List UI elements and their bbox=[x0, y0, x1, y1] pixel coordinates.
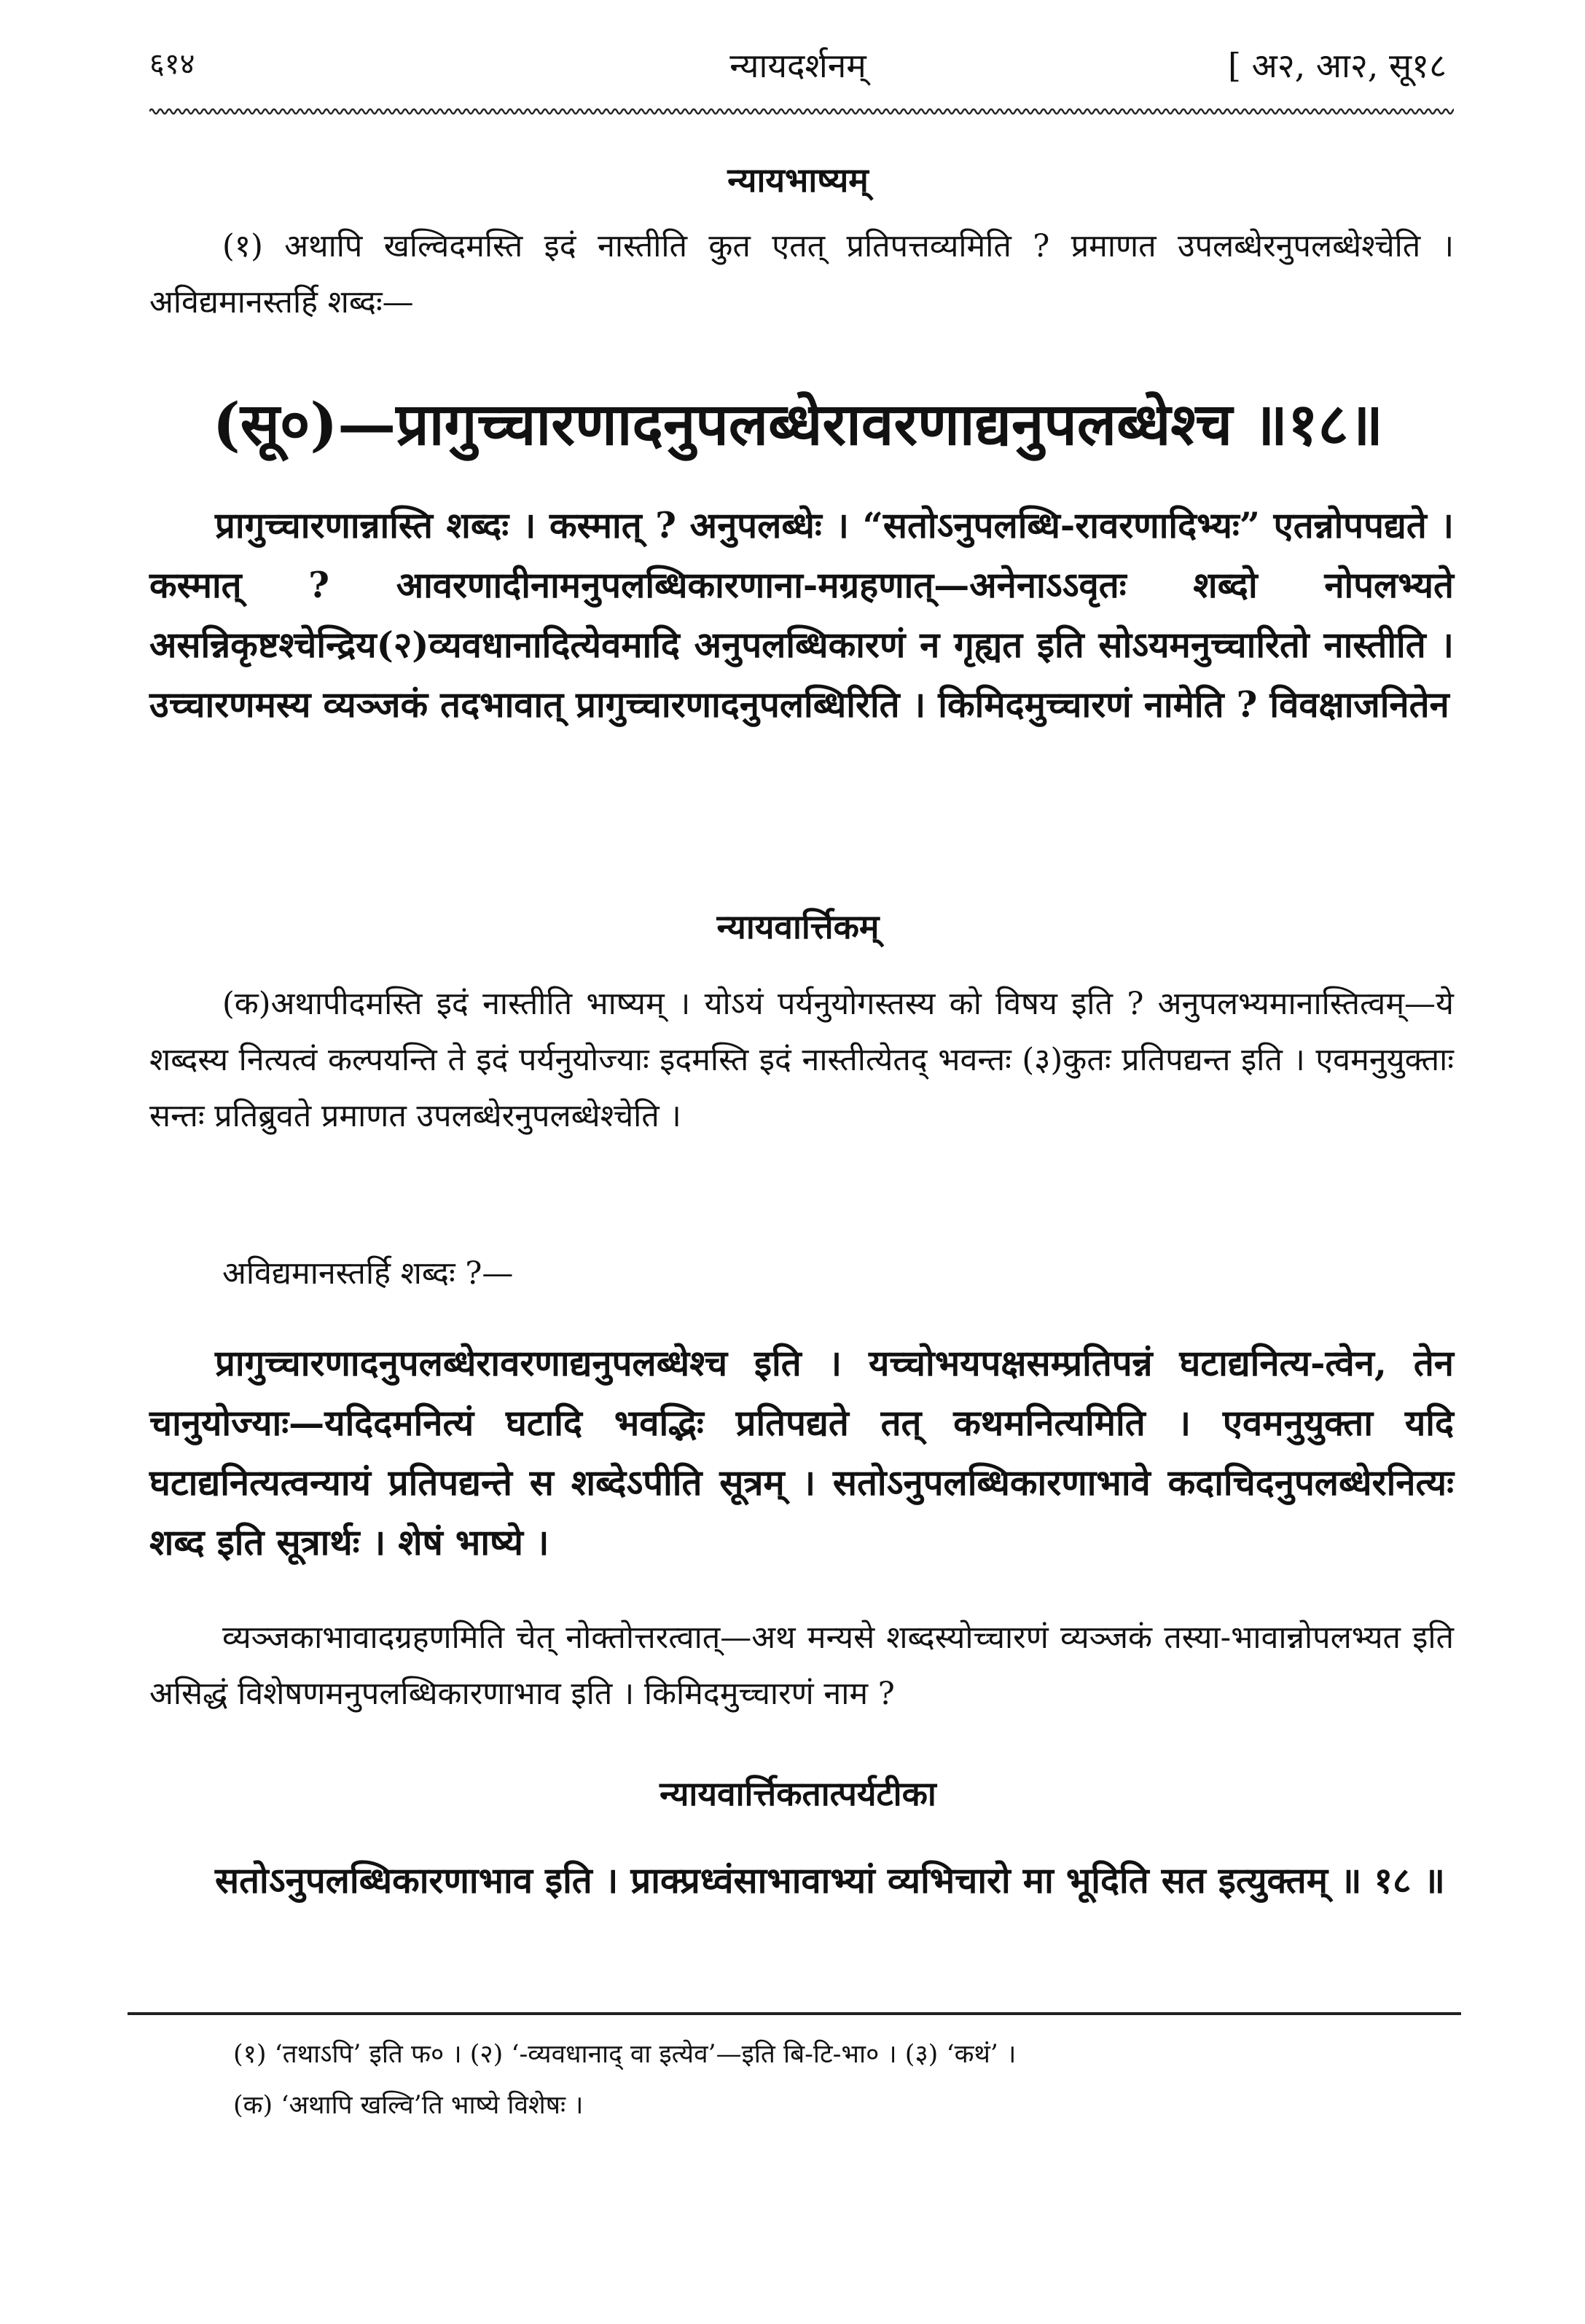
sutra-line: (सू०)—प्रागुच्चारणादनुपलब्धेरावरणाद्यनुपलब्धेश्च ॥१८॥ bbox=[212, 390, 1384, 458]
vartika-paragraph-4: व्यञ्जकाभावादग्रहणमिति चेत् नोक्तोत्तरत्वात्—अथ मन्यसे शब्दस्योच्चारणं व्यञ्जकं तस्या-भावान्नोपलभ्यत इति असिद्धं विशेषणमनुपलब्धिकारणाभाव इति । किमिदमुच्चारणं नाम ? bbox=[149, 1620, 1454, 1712]
book-title: न्यायदर्शनम् bbox=[729, 46, 866, 85]
vartika-paragraph-3: प्रागुच्चारणादनुपलब्धेरावरणाद्यनुपलब्धेश्च इति । यच्चोभयपक्षसम्प्रतिपन्नं घटाद्यनित्य-त्वेन, तेन चानुयोज्याः—यदिदमनित्यं घटादि भवद्भिः प्रतिपद्यते तत् कथमनित्यमिति । एवमनुयुक्ता यदि घटाद्यनित्यत्वन्यायं प्रतिपद्यन्ते स शब्देऽपीति सूत्रम् । सतोऽनुपलब्धिकारणाभावे कदाचिदनुपलब्धेरनित्यः शब्द इति सूत्रार्थः । शेषं भाष्ये । bbox=[149, 1342, 1454, 1563]
bhashya-intro-paragraph: (१) अथापि खल्विदमस्ति इदं नास्तीति कुत एतत् प्रतिपत्तव्यमिति ? प्रमाणत उपलब्धेरनुपलब्धेश्चेति । अविद्यमानस्तर्हि शब्दः— bbox=[149, 228, 1454, 321]
bhashya-heading: न्यायभाष्यम् bbox=[727, 160, 869, 200]
footnote-rule bbox=[128, 2012, 1461, 2015]
tika-heading: न्यायवार्त्तिकतात्पर्यटीका bbox=[660, 1774, 936, 1813]
vartika-paragraph-1: (क)अथापीदमस्ति इदं नास्तीति भाष्यम् । योऽयं पर्यनुयोगस्तस्य को विषय इति ? अनुपलभ्यमानास्तित्वम्—ये शब्दस्य नित्यत्वं कल्पयन्ति ते इदं पर्यनुयोज्याः इदमस्ति इदं नास्तीत्येतद् भवन्तः (३)कुतः प्रतिपद्यन्त इति । एवमनुयुक्ताः सन्तः प्रतिब्रुवते प्रमाणत उपलब्धेरनुपलब्धेश्चेति । bbox=[149, 986, 1454, 1134]
bhashya-commentary-paragraph: प्रागुच्चारणान्नास्ति शब्दः । कस्मात् ? अनुपलब्धेः । “सतोऽनुपलब्धि-रावरणादिभ्यः” एतन्नोपपद्यते । कस्मात् ? आवरणादीनामनुपलब्धिकारणाना-मग्रहणात्—अनेनाऽऽवृतः शब्दो नोपलभ्यते असन्निकृष्टश्चेन्द्रिय(२)व्यवधानादित्येवमादि अनुपलब्धिकारणं न गृह्यत इति सोऽयमनुच्चारितो नास्तीति । उच्चारणमस्य व्यञ्जकं तदभावात् प्रागुच्चारणादनुपलब्धिरिति । किमिदमुच्चारणं नामेति ? विवक्षाजनितेन bbox=[149, 504, 1454, 726]
footnote-line-2: (क) ‘अथापि खल्वि’ति भाष्ये विशेषः । bbox=[233, 2091, 584, 2120]
footnote-line-1: (१) ‘तथाऽपि’ इति फ० । (२) ‘-व्यवधानाद् वा इत्येव’—इति बि-टि-भा० । (३) ‘कथं’ । bbox=[233, 2040, 1017, 2069]
page-number: ६१४ bbox=[149, 47, 195, 81]
running-header bbox=[149, 42, 1447, 101]
vartika-heading: न्यायवार्त्तिकम् bbox=[716, 907, 880, 946]
tika-paragraph: सतोऽनुपलब्धिकारणाभाव इति । प्राक्प्रध्वंसाभावाभ्यां व्यभिचारो मा भूदिति सत इत्युक्तम् ॥ १८ ॥ bbox=[215, 1859, 1445, 1901]
chapter-reference: [ अ२, आ२, सू१८ bbox=[1228, 46, 1447, 85]
vartika-paragraph-2: अविद्यमानस्तर्हि शब्दः ?— bbox=[222, 1255, 514, 1292]
header-wavy-divider bbox=[149, 106, 1454, 117]
